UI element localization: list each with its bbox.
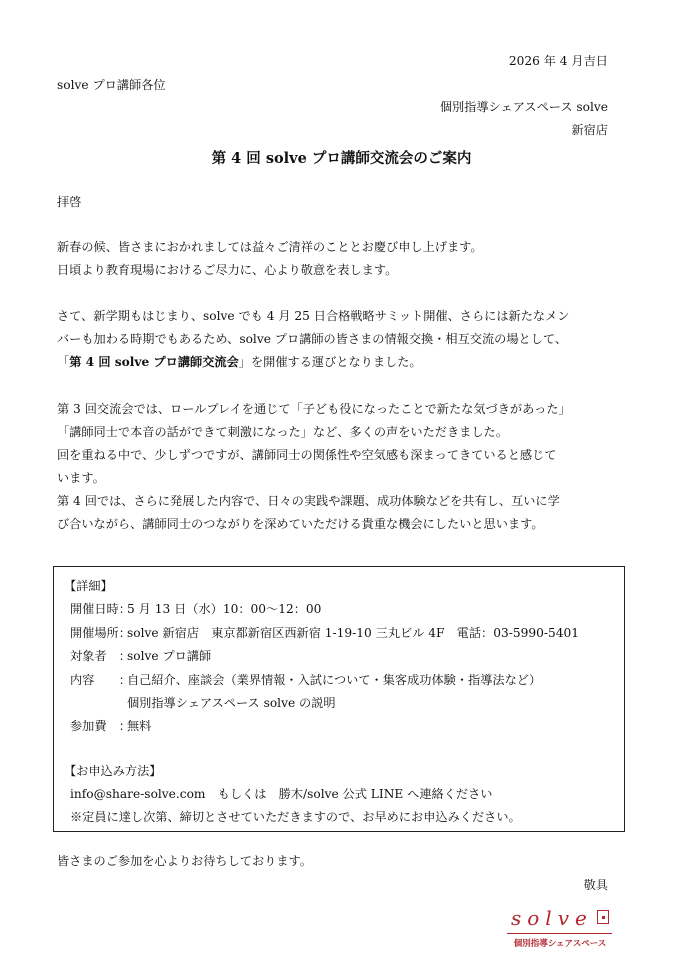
paragraph-seasonal-greeting xyxy=(57,236,627,282)
paragraph-line: 「講師同士で本音の話ができて刺激になった」など、多くの声をいただきました。 xyxy=(57,425,508,439)
date-value: 5 月 13 日（水）10：00〜12：00 xyxy=(127,602,322,616)
logo-wordmark: solve xyxy=(511,906,593,930)
paragraph-previous-feedback xyxy=(57,398,627,490)
paragraph-line: 新春の候、皆さまにおかれましては益々ご清祥のこととお慶び申し上げます。 xyxy=(57,240,483,254)
content-value-line1: 自己紹介、座談会（業界情報・入試について・集客成功体験・指導法など） xyxy=(127,673,542,687)
announcement-tail: 」を開催する運びとなりました。 xyxy=(238,355,422,369)
paragraph-line: 回を重ねる中で、少しずつですが、講師同士の関係性や空気感も深まってきていると感じて xyxy=(57,448,557,462)
application-contact: info@share-solve.com もしくは 勝木/solve 公式 LINE へ連絡ください xyxy=(70,787,493,801)
fee-value: 無料 xyxy=(127,719,152,733)
sender-branch: 新宿店 xyxy=(571,123,608,137)
target-label: 対象者 ： xyxy=(70,649,131,663)
details-heading: 【詳細】 xyxy=(64,579,113,593)
application-note: ※定員に達し次第、締切とさせていただきますので、お早めにお申込みください。 xyxy=(70,810,521,824)
bracket-open: 「 xyxy=(57,355,70,369)
closing-sentence: 皆さまのご参加を心よりお待ちしております。 xyxy=(57,854,312,868)
venue-value: solve 新宿店 東京都新宿区西新宿 1-19-10 三丸ビル 4F 電話：03-5990-5401 xyxy=(127,626,580,640)
application-heading: 【お申込み方法】 xyxy=(64,764,162,778)
venue-label: 開催場所： xyxy=(70,626,131,640)
paragraph-line: 第 4 回では、さらに発展した内容で、日々の実践や課題、成功体験などを共有し、互いに学 xyxy=(57,494,560,508)
details-box xyxy=(53,566,625,832)
paragraph-line: 第 3 回交流会では、ロールプレイを通じて「子ども役になったことで新たな気づきがあった」 xyxy=(57,402,571,416)
closing-keigu: 敬具 xyxy=(583,878,608,892)
content-label: 内容 ： xyxy=(70,673,131,687)
fee-label: 参加費 ： xyxy=(70,719,131,733)
paragraph-line: バーも加わる時期でもあるため、solve プロ講師の皆さまの情報交換・相互交流の場として、 xyxy=(57,332,568,346)
event-name-emphasis: 第 4 回 solve プロ講師交流会 xyxy=(69,355,239,369)
logo-subtitle: 個別指導シェアスペース xyxy=(513,939,607,949)
paragraph-event-goal xyxy=(57,490,627,536)
sender-organization: 個別指導シェアスペース solve xyxy=(439,100,608,114)
content-value-line2: 個別指導シェアスペース solve の説明 xyxy=(127,696,336,710)
date-label: 開催日時： xyxy=(70,602,131,616)
paragraph-line: います。 xyxy=(57,471,105,485)
solve-logo xyxy=(507,906,617,956)
addressee: solve プロ講師各位 xyxy=(57,78,166,92)
logo-underline xyxy=(507,933,612,934)
document-title: 第 4 回 solve プロ講師交流会のご案内 xyxy=(211,150,472,167)
paragraph-line: 日頃より教育現場におけるご尽力に、心より敬意を表します。 xyxy=(57,263,398,277)
greeting-haikei: 拝啓 xyxy=(57,195,82,209)
paragraph-line xyxy=(57,351,627,374)
logo-dot-box-icon xyxy=(597,910,609,924)
paragraph-announcement xyxy=(57,305,627,374)
paragraph-line: さて、新学期もはじまり、solve でも 4 月 25 日合格戦略サミット開催、さらには新たなメン xyxy=(57,309,570,323)
document-date: 2026 年 4 月吉日 xyxy=(508,54,608,68)
target-value: solve プロ講師 xyxy=(127,649,212,663)
paragraph-line: び合いながら、講師同士のつながりを深めていただける貴重な機会にしたいと思います。 xyxy=(57,517,544,531)
